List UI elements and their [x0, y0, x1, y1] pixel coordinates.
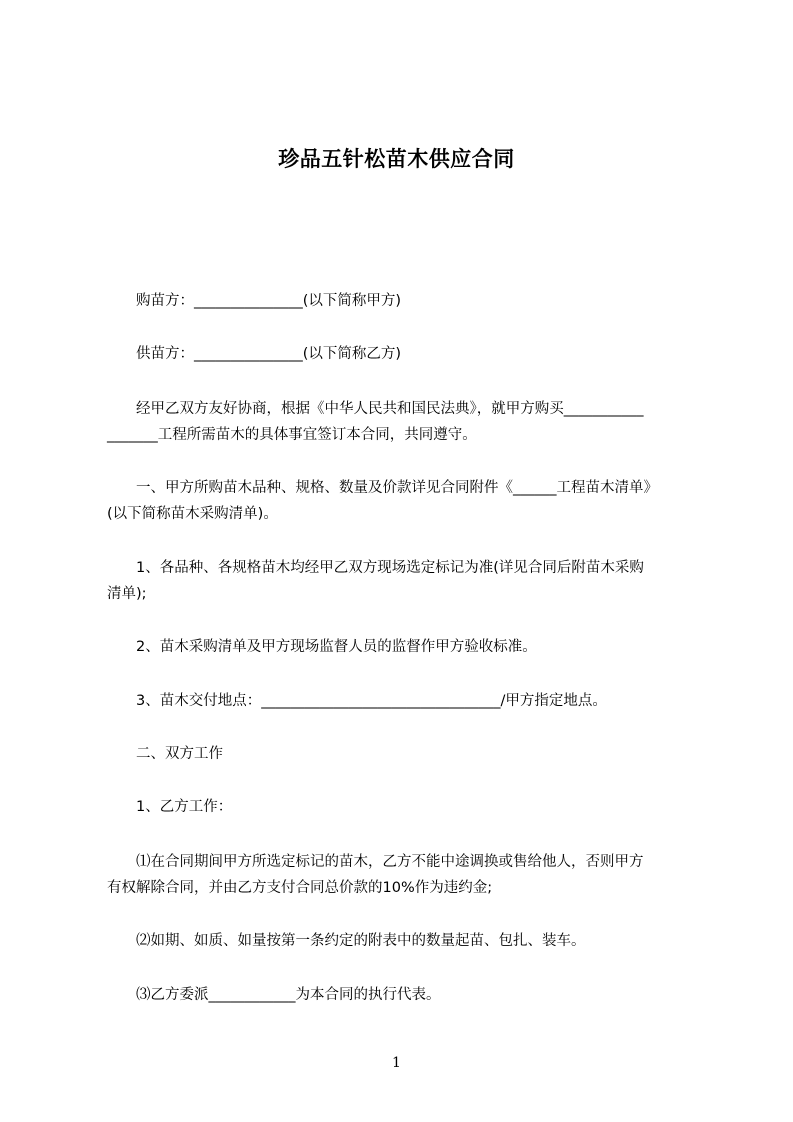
page-number: 1 — [392, 1055, 401, 1071]
supplier-line: 供苗方：_______________(以下简称乙方) — [107, 346, 402, 362]
contract-title: 珍品五针松苗木供应合同 — [278, 147, 515, 171]
clause-1-2-line: 2、苗木采购清单及甲方现场监督人员的监督作甲方验收标准。 — [107, 639, 537, 655]
buyer-line: 购苗方：_______________(以下简称甲方) — [107, 293, 402, 309]
clause-1-3-line: 3、苗木交付地点：_________________________________/甲方指定地点。 — [107, 693, 607, 709]
clause-2-1-1-line-2: 有权解除合同，并由乙方支付合同总价款的10%作为违约金; — [107, 880, 493, 896]
clause-1-line-2: (以下简称苗木采购清单)。 — [107, 506, 278, 522]
preamble-line-1: 经甲乙双方友好协商，根据《中华人民共和国民法典》，就甲方购买___________ — [107, 401, 644, 417]
preamble-line-2: _______工程所需苗木的具体事宜签订本合同，共同遵守。 — [107, 427, 477, 443]
clause-1-1-line-1: 1、各品种、各规格苗木均经甲乙双方现场选定标记为准(详见合同后附苗木采购 — [107, 560, 644, 576]
clause-1-line-1: 一、甲方所购苗木品种、规格、数量及价款详见合同附件《______工程苗木清单》 — [107, 480, 658, 496]
clause-2-1-3-line: ⑶乙方委派____________为本合同的执行代表。 — [107, 987, 441, 1003]
clause-2-1-2-line: ⑵如期、如质、如量按第一条约定的附表中的数量起苗、包扎、装车。 — [107, 933, 586, 949]
clause-2-1-1-line-1: ⑴在合同期间甲方所选定标记的苗木，乙方不能中途调换或售给他人，否则甲方 — [107, 854, 644, 870]
clause-1-1-line-2: 清单); — [107, 586, 147, 602]
section-2-heading: 二、双方工作 — [107, 746, 223, 762]
clause-2-1-heading: 1、乙方工作： — [107, 799, 233, 815]
